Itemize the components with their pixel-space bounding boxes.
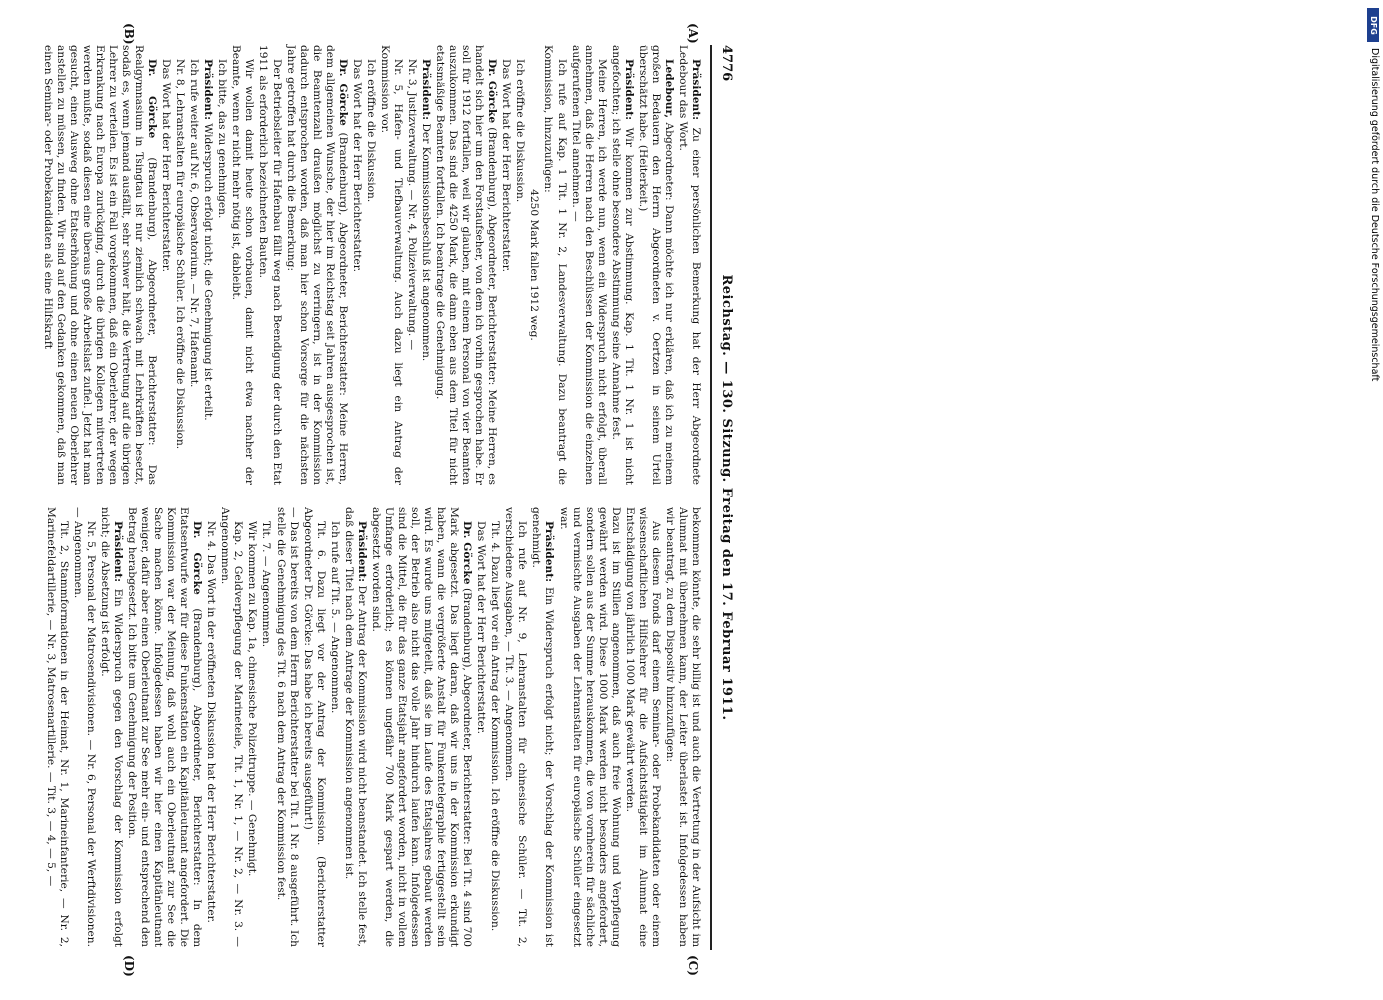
paragraph-text: Das Wort hat der Herr Berichterstatter. [475, 521, 488, 735]
paragraph [229, 45, 255, 485]
paragraph-text: Ich bitte, das zu genehmigen. [216, 59, 229, 219]
paragraph-text: Nr. 5, Personal der Matrosendivisionen. — Nr. 6, Personal der Werftdivisionen. — Angenommen. [71, 507, 97, 947]
speaker-name: Präsident: [202, 59, 215, 121]
paragraph-text: (Brandenburg), Abgeordneter, Berichterstatter: Bei Tit. 4 sind 700 Mark abgesetzt. Das liegt daran, daß wir uns in der Kommission erkundigt haben, wann die vergrößerte Anstalt für Funkentelegraphie fertiggestellt sein wird. Es wurde uns mitgeteilt, daß sie im Laufe des Etatsjahres gebaut werden soll, der Betrieb also nicht das volle Jahr hindurch laufen kann. Infolgedessen sind die Mittel, die für das ganze Etatsjahr angefordert worden, nicht in vollem Umfange erforderlich; es können ungefähr 700 Mark gespart werden, die abgesetzt worden sind. [369, 507, 474, 947]
header-rule [710, 45, 712, 950]
paragraph-text: Nr. 3, Justizverwaltung. — Nr. 4, Polizeiverwaltung. — [406, 59, 419, 351]
paragraph [218, 507, 244, 947]
paragraph-text: Nr. 4. Das Wort in der eröffneten Diskussion hat der Herr Berichterstatter. [205, 521, 218, 923]
paragraph [676, 45, 702, 485]
paragraph [405, 45, 418, 485]
paragraph [569, 45, 608, 485]
paragraph [201, 45, 214, 485]
paragraph-text: Tit. 7. — Angenommen. [260, 521, 273, 648]
dfg-logo: DFG [1367, 8, 1379, 42]
paragraph-text: Zu einer persönlichen Bemerkung hat der Herr Abgeordnete Ledebour das Wort. [676, 45, 702, 485]
paragraph [364, 45, 377, 485]
paragraph [350, 45, 363, 485]
paragraph-text: Meine Herren, ich werde nun, wenn ein Widerspruch nicht erfolgt, überall annehmen, daß die Herren nach den Beschlüssen der Kommission die einzelnen aufgerufenen Titel annehmen. — [569, 45, 608, 485]
paragraph-text: Der Antrag der Kommission wird nicht beanstandet. Ich stelle fest, daß dieser Titel nach dem Antrage der Kommission angenommen ist. [342, 507, 368, 947]
paragraph [499, 45, 512, 485]
paragraph-text: Dazu ist im Stillen angenommen, daß auch freie Wohnung und Verpflegung gewährt werden wird. Diese 1000 Mark werden nicht besonders angefordert, sondern sollen aus der Summe herauskommen, die von vornherein für sächliche und vermischte Ausgaben der Lehranstalten für europäische Schüler eingesetzt war. [557, 507, 622, 947]
paragraph [44, 507, 70, 947]
margin-marker-a: (A) [686, 23, 700, 44]
paragraph [328, 507, 341, 947]
speaker-name: Präsident: [543, 521, 556, 583]
paragraph [488, 507, 501, 947]
paragraph-text: bekommen könnte, die sehr billig ist und auch die Vertretung in der Aufsicht im Alumnat mit übernehmen kann, der Leiter überlastet ist. Infolgedessen haben wir beantragt, zu dem Dispositiv hinzuzufügen: [663, 507, 702, 947]
paragraph [609, 45, 635, 485]
paragraph [274, 507, 300, 947]
paragraph [636, 45, 675, 485]
paragraph [342, 507, 368, 947]
paragraph-text: Nr. 8, Lehranstalten für europäische Schüler. Ich eröffne die Diskussion. [174, 59, 187, 450]
paragraph [527, 45, 540, 485]
running-title: Reichstag. — 130. Sitzung. Freitag den 17. Februar 1911. [719, 274, 734, 721]
paragraph [41, 45, 158, 485]
paragraph-text: Tit. 6. Dazu liegt vor der Antrag der Kommission. (Berichterstatter Abgeordneter Dr. Görcke: Das habe ich bereits ausgeführt!) [301, 507, 327, 947]
speaker-name: Präsident: [355, 521, 368, 583]
paragraph [125, 507, 203, 947]
paragraph [623, 507, 662, 947]
paragraph-text: Ich rufe auf Nr. 9, Lehranstalten für chinesische Schüler. — Tit. 2, verschiedene Ausgaben, — Tit. 3. — Angenommen. [503, 507, 529, 947]
page-number: 4776 [719, 45, 734, 82]
paragraph-text: Wir kommen zu Kap. 1a, chinesische Polizeitruppe. — Genehmigt. [246, 521, 259, 877]
paragraph [663, 507, 702, 947]
paragraph-text: Widerspruch erfolgt nicht; die Genehmigung ist erteilt. [202, 120, 215, 421]
paragraph [378, 45, 404, 485]
paragraph-text: Ich rufe auf Tit. 5. — Angenommen. [328, 521, 341, 714]
paragraph-text: Ich eröffne die Diskussion. [364, 59, 377, 203]
paragraph [419, 45, 432, 485]
speaker-name: Dr. Görcke [191, 521, 204, 595]
paragraph-text: Kap. 2, Geldverpflegung der Marineteile, Tit. 1, Nr. 1, — Nr. 2, — Nr. 3. — Angenommen. [219, 507, 245, 947]
paragraph-text: Ein Widerspruch erfolgt nicht; der Vorschlag der Kommission ist genehmigt. [530, 507, 556, 947]
paragraph-text: (Brandenburg), Abgeordneter, Berichterstatter: Meine Herren, es handelt sich hier um den Forstaufseher, von dem ich vorhin gesprochen habe. Er soll für 1912 fortfallen, weil wir glauben, mit einem Personal von vier Beamten auszukommen. Das sind die 4250 Mark, die dann eben aus dem Titel für nicht etatsmäßige Beamten fortfallen. Ich beantrage die Genehmigung. [434, 45, 499, 485]
paragraph [256, 45, 282, 485]
speaker-name: Präsident: [420, 59, 433, 121]
paragraph-text: — Das ist bereits von dem Herrn Berichterstatter bei Tit. 1 Nr. 8 ausgeführt. Ich stelle die Genehmigung des Tit. 6 nach dem Antrag der Kommission fest. [274, 507, 300, 947]
paragraph-text: Tit. 4. Dazu liegt vor ein Antrag der Kommission. Ich eröffne die Diskussion. [489, 521, 502, 932]
margin-marker-b: (B) [122, 23, 136, 45]
paragraph [245, 507, 258, 947]
speaker-name: Präsident: [622, 59, 635, 121]
speaker-name: Ledebour, [662, 59, 675, 119]
margin-marker-c: (C) [686, 955, 700, 976]
paragraph [173, 45, 186, 485]
rotated-page-content [41, 23, 736, 977]
paragraph [502, 507, 528, 947]
speaker-name: Dr. Görcke [486, 59, 499, 124]
paragraph-text: Wir kommen zur Abstimmung. Kap. 1 Tit. 1 Nr. 1 ist nicht angefochten; ich stelle ohne besondere Abstimmung seine Annahme fest. [609, 45, 635, 485]
digitization-credit: Digitalisierung gefördert durch die Deutsche Forschungsgemeinschaft [1369, 48, 1380, 382]
paragraph-text: Wir wollen damit heute schon vorbauen, damit nicht etwa nachher der Beamte, wenn er nicht mehr nötig ist, dableibt. [230, 45, 256, 485]
paragraph [159, 45, 172, 485]
paragraph [98, 507, 124, 947]
speaker-name: Dr. Görcke [336, 59, 349, 126]
paragraph-text: Das Wort hat der Herr Berichterstatter. [350, 59, 363, 273]
paragraph-text: Ich rufe auf Kap. 1 Tit. 1 Nr. 2, Landesverwaltung. Dazu beantragt die Kommission, hinzuzufügen: [542, 45, 568, 485]
paragraph [284, 45, 349, 485]
paragraph [187, 45, 200, 485]
paragraph-text: Das Wort hat der Herr Berichterstatter. [160, 59, 173, 273]
speaker-name: Dr. Görcke [461, 521, 474, 585]
paragraph [259, 507, 272, 947]
paragraph-text: 4250 Mark fallen 1912 weg. [528, 189, 541, 341]
paragraph [204, 507, 217, 947]
paragraph-text: Ich eröffne die Diskussion. [514, 59, 527, 203]
paragraph-text: Ein Widerspruch gegen den Vorschlag der Kommission erfolgt nicht; die Absetzung ist erfolgt. [98, 507, 124, 947]
page-header [710, 45, 736, 950]
paragraph [215, 45, 228, 485]
paragraph-text: Aus diesem Fonds darf einem Seminar- oder Probekandidaten oder einem wissenschaftlichen Hilfslehrer für die Aufsichtstätigkeit im Alumnat eine Entschädigung von jährlich 1000 Mark gewährt werden. [623, 507, 662, 947]
paragraph [529, 507, 555, 947]
paragraph [301, 507, 327, 947]
paragraph-text: (Brandenburg), Abgeordneter, Berichterstatter: In dem Etatsentwurfe war für diese Funkenstation ein Kapitänleutnant angefordert. Die Kommission war der Meinung, daß wohl auch ein Oberleutnant zur See die Sache machen könne. Infolgedessen haben wir hier einen Kapitänleutnant weniger, dafür aber einen Oberleutnant zur See mehr ein- und entsprechend den Betrag herabgesetzt. Ich bitte um Genehmigung der Position. [126, 507, 204, 947]
paragraph [433, 45, 498, 485]
margin-marker-d: (D) [122, 955, 136, 977]
paragraph [541, 45, 567, 485]
left-column [40, 45, 702, 485]
paragraph [474, 507, 487, 947]
paragraph-text: Ich rufe weiter auf Nr. 6, Observatorium. — Nr. 7, Hafenamt. [188, 59, 201, 388]
paragraph-text: Nr. 5, Hafen- und Tiefbauverwaltung. Auch dazu liegt ein Antrag der Kommission vor. [378, 45, 404, 485]
paragraph-text: Das Wort hat der Herr Berichterstatter. [500, 59, 513, 273]
paragraph-text: Abgeordneter: Dann möchte ich nur erklären, daß ich zu meinem großen Bedauern den Herrn Abgeordneten v. Oertzen in seinem Urteil überschätzt habe. (Heiterkeit.) [636, 45, 675, 485]
paragraph-text: Der Betriebsleiter für Hafenbau fällt weg nach Beendigung der durch den Etat 1911 als erforderlich bezeichneten Bauten. [257, 45, 283, 485]
speaker-name: Präsident: [111, 521, 124, 583]
paragraph [369, 507, 473, 947]
speaker-name: Präsident: [690, 59, 702, 121]
paragraph [71, 507, 97, 947]
speaker-name: Dr. Görcke [146, 59, 159, 139]
paragraph-text: (Brandenburg), Abgeordneter, Berichterstatter: Das Realgymnasium in Tsingtau ist nur ziemlich schwach mit Lehrkräften besetzt, sodaß es, wenn jemand ausfällt, sehr schwer hält, die Vertretung auf die übrigen Lehrer zu verteilen. Es ist ein Fall vorgekommen, daß ein Oberlehrer, der wegen Erkrankung nach Europa zurückging, durch die übrigen Kollegen mitvertreten werden mußte, sodaß diesen eine überaus große Arbeitslast zufiel. Jetzt hat man gesucht, einen Ausweg ohne Etatserhöhung und ohne einen neuen Oberlehrer anstellen zu müssen, zu finden. Wir sind auf den Gedanken gekommen, daß man einen Seminar- oder Probekandidaten als eine Hilfskraft [41, 45, 159, 485]
right-column [43, 507, 702, 947]
paragraph-text: Der Kommissionsbeschluß ist angenommen. [420, 120, 433, 362]
paragraph-text: (Brandenburg), Abgeordneter, Berichterstatter: Meine Herren, dem allgemeinen Wunsche, der hier im Reichstag seit Jahren ausgesprochen ist, die Beamtenzahl draußen möglichst zu verringern, ist in der Kommission dadurch entsprochen worden, daß man hier schon Vorsorge für die nächsten Jahre getroffen hat durch die Bemerkung: [284, 45, 349, 485]
paragraph [556, 507, 621, 947]
paragraph-text: Tit. 2, Stammformationen in der Heimat, Nr. 1, Marineinfanterie, — Nr. 2, Marinefeldartillerie, — Nr. 3, Matrosenartillerie. — Tit. 3, — 4, — 5, — [44, 507, 70, 947]
paragraph [513, 45, 526, 485]
